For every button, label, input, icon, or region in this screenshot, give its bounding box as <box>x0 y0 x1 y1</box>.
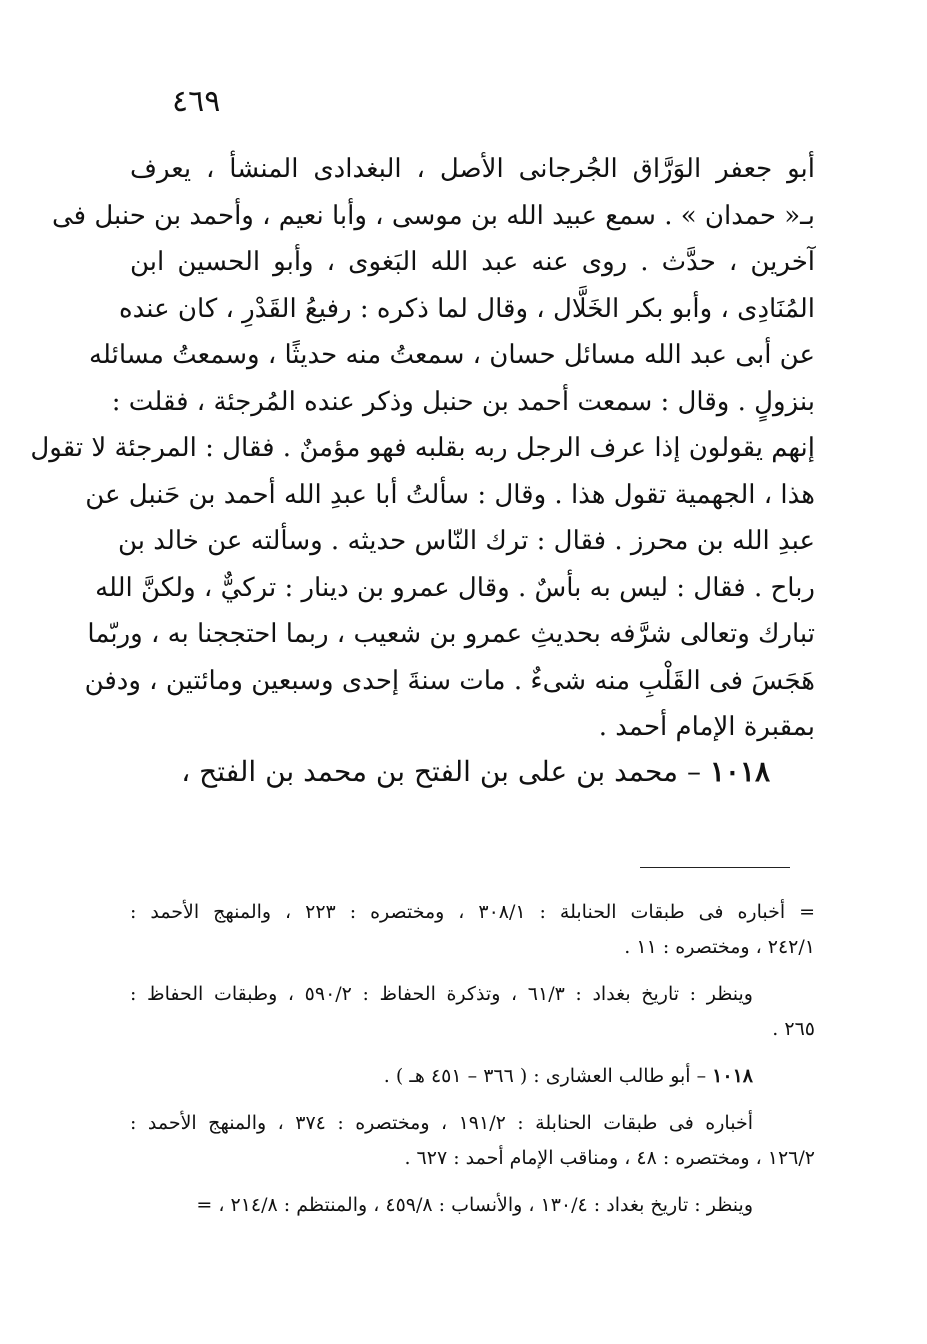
text-line: إنهم يقولون إذا عرف الرجل ربه بقلبه فهو مؤمنٌ . فقال : المرجئة لا تقول <box>30 433 815 463</box>
footnote-line: أخباره فى طبقات الحنابلة : ١٩١/٢ ، ومختصره : ٣٧٤ ، والمنهج الأحمد : <box>130 1112 753 1134</box>
footnote-entry-heading <box>130 1059 815 1094</box>
entry-number: ١٠١٨ <box>709 755 770 788</box>
footnote-separator <box>640 867 790 868</box>
footnote-entry-number: ١٠١٨ <box>712 1065 753 1087</box>
footnote-line: = أخباره فى طبقات الحنابلة : ٣٠٨/١ ، ومختصره : ٢٢٣ ، والمنهج الأحمد : <box>130 901 815 923</box>
body-text <box>30 146 815 751</box>
entry-name: محمد بن على بن الفتح بن محمد بن الفتح ، <box>181 755 679 788</box>
text-line: هذا ، الجهمية تقول هذا . وقال : سألتُ أبا عبدِ الله أحمد بن حَنبل عن <box>85 479 815 510</box>
entry-dash: – <box>686 755 701 788</box>
text-line: بنزولٍ . وقال : سمعت أحمد بن حنبل وذكر عنده المُرجئة ، فقلت : <box>111 386 815 417</box>
footnote-line: ٢٦٥ . <box>772 1018 815 1040</box>
footnote-entry-title: – أبو طالب العشارى : ( ٣٦٦ – ٤٥١ هـ ) . <box>383 1065 707 1087</box>
text-line: عبدِ الله بن محرز . فقال : ترك النّاس حديثه . وسألته عن خالد بن <box>118 526 815 556</box>
footnote-line: ١٢٦/٢ ، ومختصره : ٤٨ ، ومناقب الإمام أحمد : ٦٢٧ . <box>404 1147 815 1169</box>
footnotes <box>130 895 815 1223</box>
text-line: تبارك وتعالى شرَّفه بحديثِ عمرو بن شعيب ، ربما احتججنا به ، وربّما <box>87 619 815 649</box>
page-number: ٤٦٩ <box>172 84 221 119</box>
text-line: بـ« حمدان » . سمع عبيد الله بن موسى ، وأبا نعيم ، وأحمد بن حنبل فى <box>51 200 815 231</box>
entry-heading <box>130 746 770 798</box>
text-line: بمقبرة الإمام أحمد . <box>598 712 815 742</box>
text-line: عن أبى عبد الله مسائل حسان ، سمعتُ منه حديثًا ، وسمعتُ مسائله <box>89 340 815 370</box>
text-line: المُنَادِى ، وأبو بكر الخَلَّال ، وقال لما ذكره : رفيعُ القَدْرِ ، كان عنده <box>118 293 815 324</box>
footnote-line: وينظر : تاريخ بغداد : ٦١/٣ ، وتذكرة الحفاظ : ٥٩٠/٢ ، وطبقات الحفاظ : <box>130 983 753 1005</box>
text-line: آخرين ، حدَّث . روى عنه عبد الله البَغوى ، وأبو الحسين ابن <box>130 247 815 277</box>
footnote-line: وينظر : تاريخ بغداد : ١٣٠/٤ ، والأنساب : ٤٥٩/٨ ، والمنتظم : ٢١٤/٨ ، = <box>196 1194 753 1216</box>
text-line: رباح . فقال : ليس به بأسٌ . وقال عمرو بن دينار : تركيٌّ ، ولكنَّ الله <box>95 572 815 603</box>
text-line: أبو جعفر الوَرَّاق الجُرجانى الأصل ، البغدادى المنشأ ، يعرف <box>130 154 815 184</box>
text-line: هَجَسَ فى القَلْبِ منه شىءٌ . مات سنةَ إحدى وسبعين ومائتين ، ودفن <box>84 665 815 696</box>
footnote-line: ٢٤٢/١ ، ومختصره : ١١ . <box>624 936 815 958</box>
